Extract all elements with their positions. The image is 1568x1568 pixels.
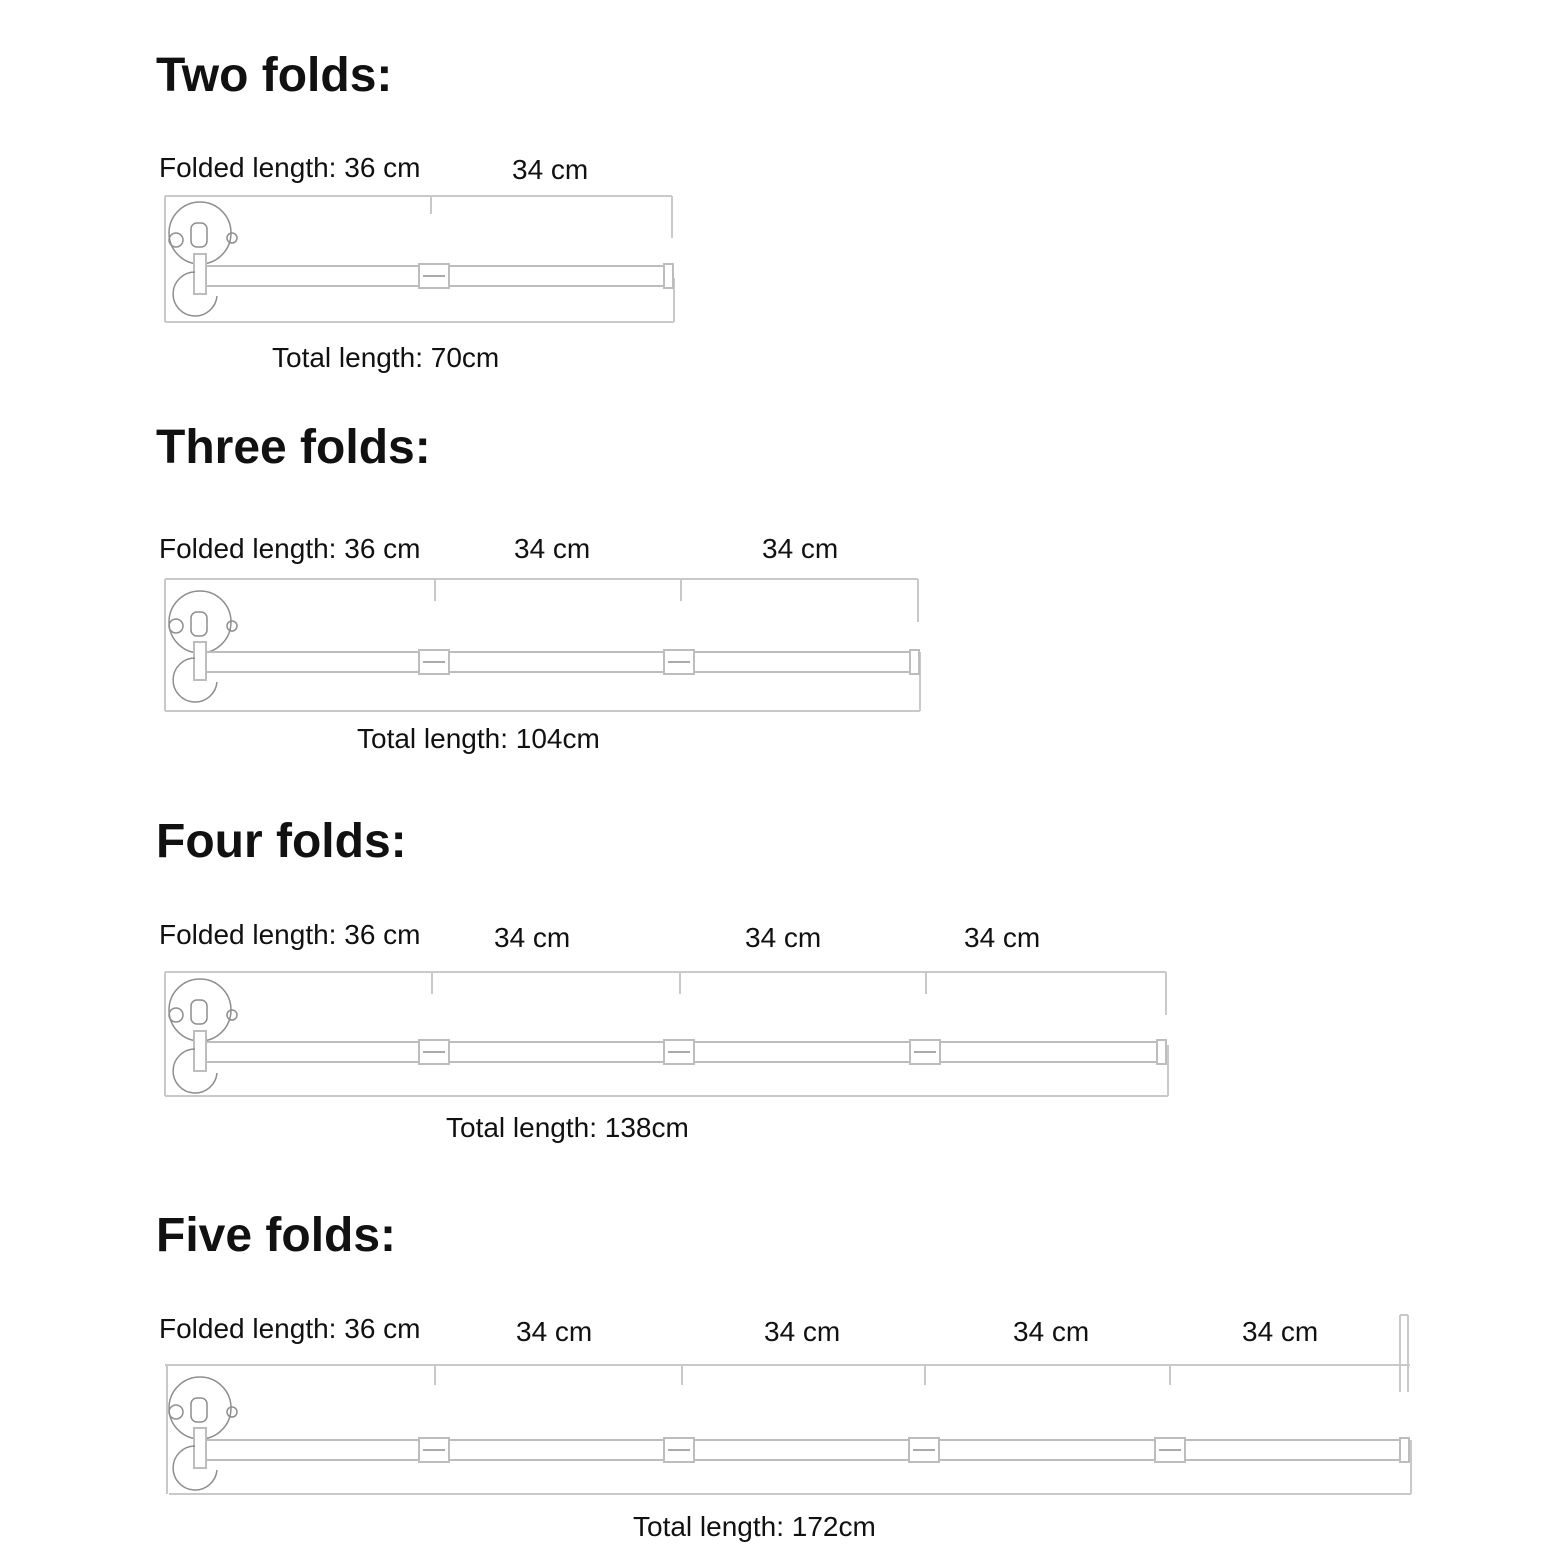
section-title: Two folds: [156,49,393,102]
rod-segment [206,1042,422,1062]
end-cap-icon [910,650,919,674]
rack-diagram [155,188,685,333]
rod-segment [449,1440,665,1460]
segment-length-label: 34 cm [512,154,589,185]
rod-segment [694,1042,910,1062]
hinge-icon [664,1438,694,1462]
segment-length-label: 34 cm [964,922,1041,953]
wall-mount-icon [169,1377,237,1490]
total-length-label: Total length: 172cm [633,1511,876,1542]
segment-length-label: 34 cm [1242,1316,1319,1347]
rack-diagram [155,1310,1425,1510]
rod-segment [449,266,664,286]
rod-segment [1185,1440,1400,1460]
total-length-label: Total length: 70cm [272,342,500,373]
rack-diagram [155,965,1175,1105]
segment-length-label: 34 cm [1013,1316,1090,1347]
end-cap-icon [1400,1438,1409,1462]
rod-segment [449,1042,665,1062]
rod-segment [694,652,910,672]
folded-length-label: Folded length: 36 cm [159,152,421,183]
rod-segment [940,1042,1157,1062]
total-length-label: Total length: 138cm [446,1112,689,1143]
hinge-icon [909,1438,939,1462]
rod-segment [206,1440,422,1460]
total-length-label: Total length: 104cm [357,723,600,754]
rod-segment [449,652,665,672]
hinge-icon [419,1438,449,1462]
folded-length-label: Folded length: 36 cm [159,919,421,950]
segment-length-label: 34 cm [494,922,571,953]
wall-mount-icon [169,979,237,1093]
rod-segment [206,652,422,672]
hinge-icon [419,650,449,674]
hinge-icon [664,1040,694,1064]
wall-mount-icon [169,591,237,702]
folded-length-label: Folded length: 36 cm [159,533,421,564]
segment-length-label: 34 cm [516,1316,593,1347]
end-cap-icon [1157,1040,1166,1064]
hinge-icon [1155,1438,1185,1462]
rod-segment [694,1440,910,1460]
hinge-icon [419,264,449,288]
hinge-icon [910,1040,940,1064]
section-title: Four folds: [156,815,407,868]
section-title: Five folds: [156,1209,397,1262]
hinge-icon [664,650,694,674]
wall-mount-icon [169,202,237,316]
hinge-icon [419,1040,449,1064]
rack-diagram [155,572,930,717]
section-title: Three folds: [156,421,431,474]
segment-length-label: 34 cm [514,533,591,564]
segment-length-label: 34 cm [762,533,839,564]
segment-length-label: 34 cm [745,922,822,953]
end-cap-icon [664,264,673,288]
rod-segment [206,266,422,286]
segment-length-label: 34 cm [764,1316,841,1347]
rod-segment [939,1440,1155,1460]
folded-length-label: Folded length: 36 cm [159,1313,421,1344]
